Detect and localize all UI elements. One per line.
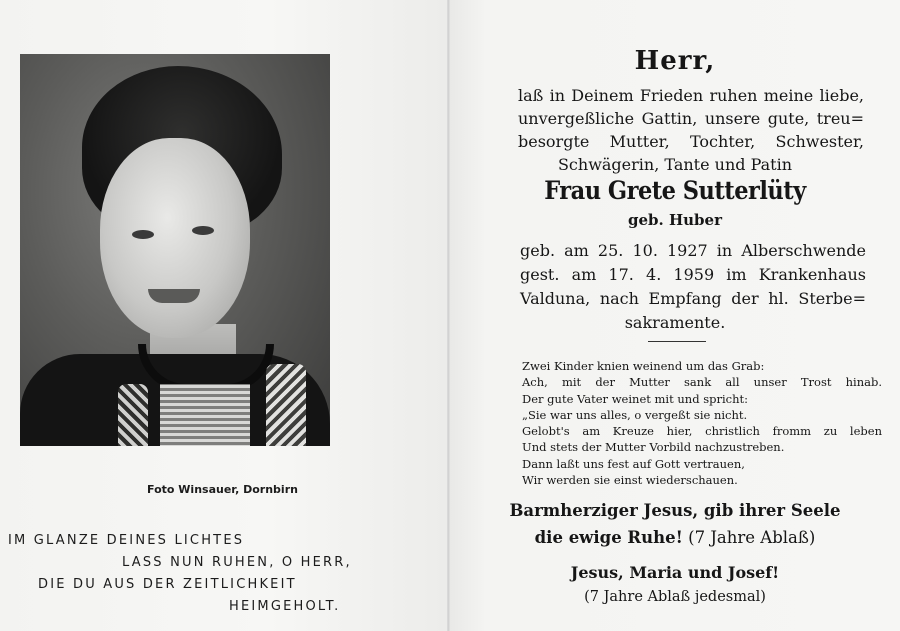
dates-line: sakramente.: [624, 313, 726, 332]
poem-line: Wir werden sie einst wiederschauen.: [522, 473, 738, 488]
verse-line: DIE DU AUS DER ZEITLICHKEIT: [38, 577, 297, 592]
poem-line: „Sie war uns alles, o vergeßt sie nicht.: [522, 407, 748, 422]
photo-eye-left: [132, 230, 154, 239]
heading: Herr,: [634, 46, 716, 76]
life-dates: [450, 239, 900, 335]
poem-line: Und stets der Mutter Vorbild nachzustreben.: [522, 440, 785, 455]
verse-line: HEIMGEHOLT.: [229, 599, 341, 614]
poem-line: Ach, mit der Mutter sank all unser Trost hinab.: [522, 375, 882, 390]
poem-line: Dann laßt uns fest auf Gott vertrauen,: [522, 456, 745, 471]
prayer-line: laß in Deinem Frieden ruhen meine liebe,: [518, 86, 864, 105]
photo-smile: [148, 289, 200, 303]
verse-block: [0, 530, 446, 618]
poem-line: Gelobt's am Kreuze hier, christlich fromm zu leben: [522, 424, 882, 439]
prayer-line: Schwägerin, Tante und Patin: [557, 155, 793, 174]
closing-prayer-line: die ewige Ruhe!: [534, 528, 683, 547]
invocation: Jesus, Maria und Josef!: [570, 563, 780, 582]
poem-line: Der gute Vater weinet mit und spricht:: [522, 391, 749, 406]
dates-line: Valduna, nach Empfang der hl. Sterbe=: [520, 289, 866, 308]
prayer-line: besorgte Mutter, Tochter, Schwester,: [518, 132, 864, 151]
closing-prayer-line: Barmherziger Jesus, gib ihrer Seele: [509, 501, 841, 520]
verse-line: IM GLANZE DEINES LICHTES: [8, 533, 245, 548]
indulgence-note: (7 Jahre Ablaß): [688, 528, 816, 547]
dates-line: geb. am 25. 10. 1927 in Alberschwende: [520, 241, 866, 260]
portrait-photo: [20, 54, 330, 446]
prayer-line: unvergeßliche Gattin, unsere gute, treu=: [518, 109, 864, 128]
maiden-name: geb. Huber: [628, 211, 722, 229]
poem-line: Zwei Kinder knien weinend um das Grab:: [522, 359, 765, 373]
verse-line: LASS NUN RUHEN, O HERR,: [122, 555, 352, 570]
invocation-indulgence: (7 Jahre Ablaß jedesmal): [584, 589, 766, 605]
photo-lace-trim-left: [118, 384, 148, 446]
photo-blouse: [160, 384, 250, 446]
divider: [648, 341, 706, 342]
photo-lace-trim: [266, 364, 306, 446]
dates-line: gest. am 17. 4. 1959 im Krankenhaus: [520, 265, 866, 284]
photo-credit: Foto Winsauer, Dornbirn: [147, 483, 298, 496]
deceased-name: Frau Grete Sutterlüty: [544, 176, 806, 205]
photo-face: [100, 138, 250, 338]
prayer-text: [450, 84, 900, 176]
closing-prayer: [450, 497, 900, 551]
poem: [522, 358, 882, 488]
photo-eye-right: [192, 226, 214, 235]
